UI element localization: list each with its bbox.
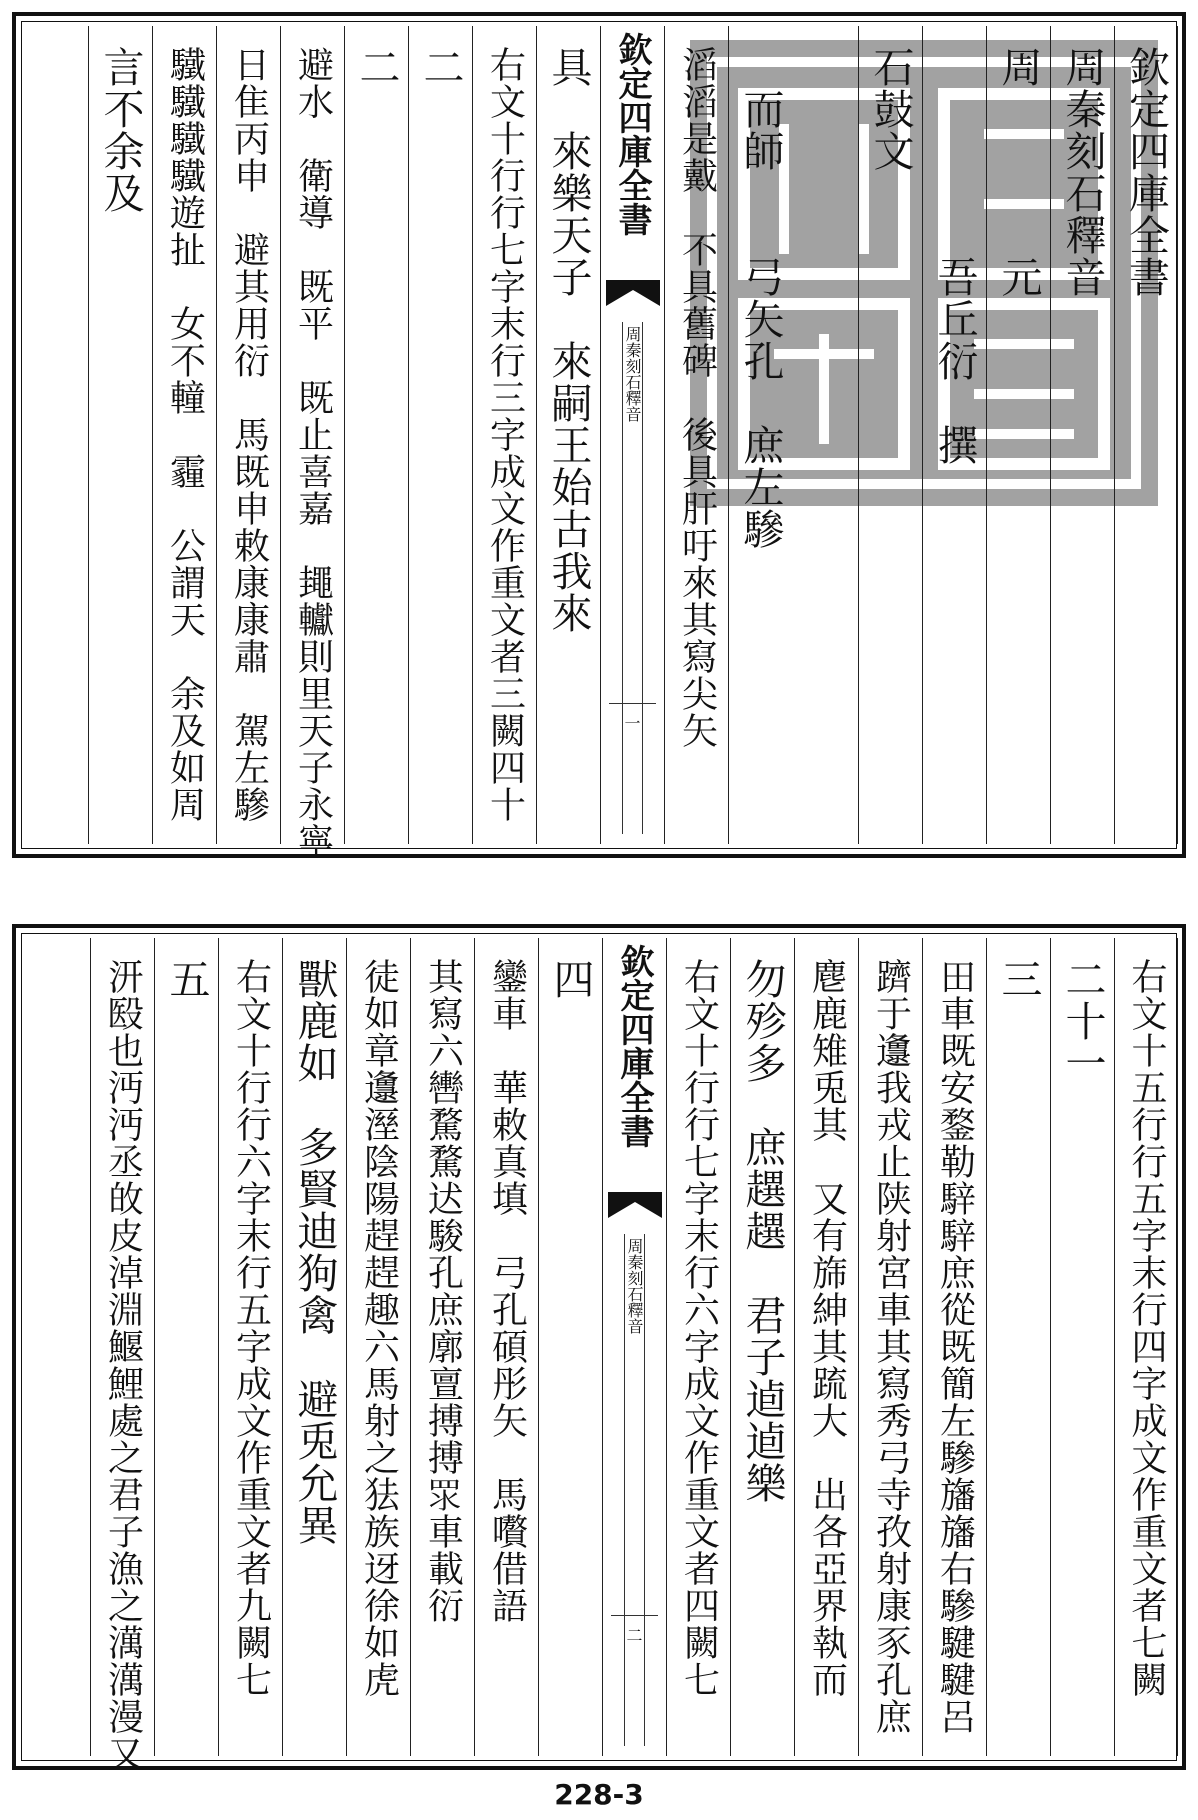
column-text: 周秦刻石釋音 [1058,46,1107,298]
column-text: 汧殹也沔沔丞敀皮淖淵鰋鯉處之君子漁之澫澫漫又 [102,958,144,1772]
column-text: 徒如章邍溼陰陽趕趕趣六馬射之㹤族迓徐如虎 [358,958,400,1698]
text-column [218,938,282,1756]
column-text: 鑾車 華敕真填 弓孔碩彤矢 馬嚽借語 [486,958,528,1624]
header-title: 欽定四庫全書 [614,944,654,1148]
text-column [1050,938,1114,1756]
header-title: 欽定四庫全書 [612,32,652,236]
text-column [536,26,600,844]
column-text: 四 [546,958,595,1000]
column-text: 欽定四庫全書 [1122,46,1170,298]
text-column [216,26,280,844]
fish-tail-mark-icon [606,280,660,306]
column-text: 獸鹿如 多賢迪狗禽 避兎允異 [290,958,339,1546]
book-title: 周秦刻石釋音 [625,1238,644,1334]
column-text: 驖驖驖驖遊扯 女不䡴 霾 公謂天 余及如周 [164,46,206,823]
text-column [88,26,152,844]
text-column [410,938,474,1756]
column-text: 周 元 [994,46,1043,298]
text-column [90,938,154,1772]
column-text: 右文十行行六字末行五字成文作重文者九闕七 [230,958,272,1698]
column-text: 田車既安鍪勒騂騂庶從既簡左驂旛旛右驂騝騝呂 [934,958,976,1735]
text-column [730,938,794,1756]
text-column [152,26,216,844]
column-text: 麀鹿雉兎其 又有旆紳其䟽大 出各亞界執而 [806,958,848,1698]
text-column [794,938,858,1756]
text-column [408,26,472,844]
column-text: 躋于邍我戎止陕射宮車其寫秀弓寺孜射康豕孔庶 [870,958,912,1735]
text-column [474,938,538,1756]
folio-number: 二 [626,1626,643,1645]
column-text: 五 [162,958,211,1000]
text-column [986,26,1050,844]
text-column [1050,26,1114,844]
page-number: 228-3 [554,1778,644,1811]
text-column [986,938,1050,1756]
fish-tail-mark-icon [608,1192,662,1218]
text-column [472,26,536,844]
column-text: 其寫六轡騖騖迖駿孔庶廓亶搏搏𥄳車載衍 [422,958,464,1624]
text-column [664,26,728,844]
centre-fold [602,938,666,1756]
column-text: 右文十五行行五字末行四字成文作重文者七闕 [1126,958,1167,1698]
text-column [280,26,344,860]
text-column [538,938,602,1756]
column-text: 滔滔是戴 不具舊碑 後具肝吁來其寫尖矢 [676,46,718,749]
text-column [858,26,922,844]
column-text: 避水 衛導 既平 既止喜嘉 䵷䡾則里天子永寧 [292,46,334,860]
text-column [154,938,218,1756]
book-title: 周秦刻石釋音 [623,326,642,422]
column-text: 三 [994,958,1043,1000]
column-text: 二 [352,46,401,88]
text-column [1114,26,1178,844]
text-column [1114,938,1178,1756]
column-text: 二十一 [1058,958,1107,1084]
centre-fold [600,26,664,844]
column-text: 具 來樂天子 來嗣王始古我來 [544,46,593,634]
bottom-leaf [12,924,1186,1770]
column-text: 二 [416,46,465,88]
text-column [922,938,986,1756]
text-column [858,938,922,1756]
column-text: 勿殄多 庶趩趩 君子逌逌樂 [738,958,787,1504]
column-text: 右文十行行七字末行六字成文作重文者四闕七 [678,958,720,1698]
folio-number: 一 [624,714,641,733]
column-text: 吾丘衍 撰 [930,46,979,466]
text-column [728,26,792,844]
text-column [346,938,410,1756]
text-column [922,26,986,844]
text-column [344,26,408,844]
column-text: 日隹丙申 避其用衍 馬既申敕康康肅 駕左驂 [228,46,270,823]
text-column [666,938,730,1756]
top-leaf [12,12,1186,858]
column-text: 而師 弓矢孔 庶左驂 [736,46,785,550]
text-column [282,938,346,1756]
column-text: 石鼓文 [866,46,915,172]
column-text: 言不余及 [96,46,145,214]
column-text: 右文十行行七字末行三字成文作重文者三闕四十 [484,46,526,823]
